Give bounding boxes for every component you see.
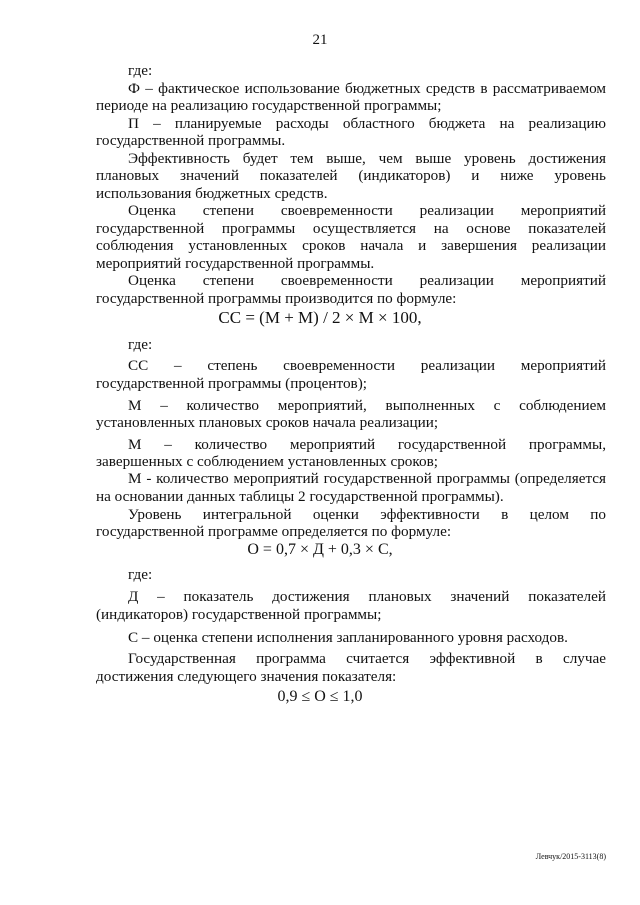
- paragraph-text: Д – показатель достижения плановых значений показателей: [128, 588, 606, 605]
- formula-integral: О = 0,7 × Д + 0,3 × С,: [247, 541, 393, 558]
- paragraph-text: М – количество мероприятий, выполненных с соблюдением: [128, 397, 606, 414]
- document-footer-code: Левчук/2015-3113(8): [535, 852, 606, 861]
- paragraph-text: мероприятий государственной программы.: [96, 255, 375, 272]
- paragraph-text: Уровень интегральной оценки эффективности в целом по: [128, 506, 606, 523]
- paragraph-text: периоде на реализацию государственной программы;: [96, 97, 442, 114]
- formula-criterion: 0,9 ≤ О ≤ 1,0: [277, 688, 363, 705]
- paragraph-text: Оценка степени своевременности реализации мероприятий: [128, 272, 606, 289]
- paragraph-text: где:: [128, 566, 153, 583]
- paragraph-text: СС – степень своевременности реализации мероприятий: [128, 357, 606, 374]
- paragraph-text: где:: [128, 62, 153, 79]
- paragraph-text: государственной программы (процентов);: [96, 375, 367, 392]
- paragraph-text: соблюдения установленных сроков начала и завершения реализации: [96, 237, 606, 254]
- page-number: 21: [312, 32, 328, 48]
- paragraph-text: использования бюджетных средств.: [96, 185, 328, 202]
- paragraph-text: государственной программе определяется по формуле:: [96, 523, 452, 540]
- paragraph-text: где:: [128, 336, 153, 353]
- paragraph-text: завершенных с соблюдением установленных сроков;: [96, 453, 438, 470]
- paragraph-text: С – оценка степени исполнения запланированного уровня расходов.: [128, 629, 568, 646]
- paragraph-text: государственной программы осуществляется на основе показателей: [96, 220, 606, 237]
- paragraph-text: установленных плановых сроков начала реализации;: [96, 414, 439, 431]
- paragraph-text: на основании данных таблицы 2 государственной программы).: [96, 488, 504, 505]
- paragraph-text: Оценка степени своевременности реализации мероприятий: [128, 202, 606, 219]
- formula-timeliness: СС = (М + М) / 2 × М × 100,: [218, 308, 422, 327]
- paragraph-text: Ф – фактическое использование бюджетных средств в рассматриваемом: [128, 80, 606, 97]
- paragraph-text: государственной программы.: [96, 132, 286, 149]
- paragraph-text: Государственная программа считается эффективной в случае: [128, 650, 606, 667]
- paragraph-text: плановых значений показателей (индикаторов) и ниже уровень: [96, 167, 606, 184]
- paragraph-text: государственной программы производится по формуле:: [96, 290, 457, 307]
- paragraph-text: П – планируемые расходы областного бюджета на реализацию: [128, 115, 606, 132]
- paragraph-text: М - количество мероприятий государственной программы (определяется: [128, 470, 606, 487]
- paragraph-text: Эффективность будет тем выше, чем выше уровень достижения: [128, 150, 606, 167]
- paragraph-text: достижения следующего значения показателя:: [96, 668, 397, 685]
- paragraph-text: М – количество мероприятий государственной программы,: [128, 436, 606, 453]
- paragraph-text: (индикаторов) государственной программы;: [96, 606, 382, 623]
